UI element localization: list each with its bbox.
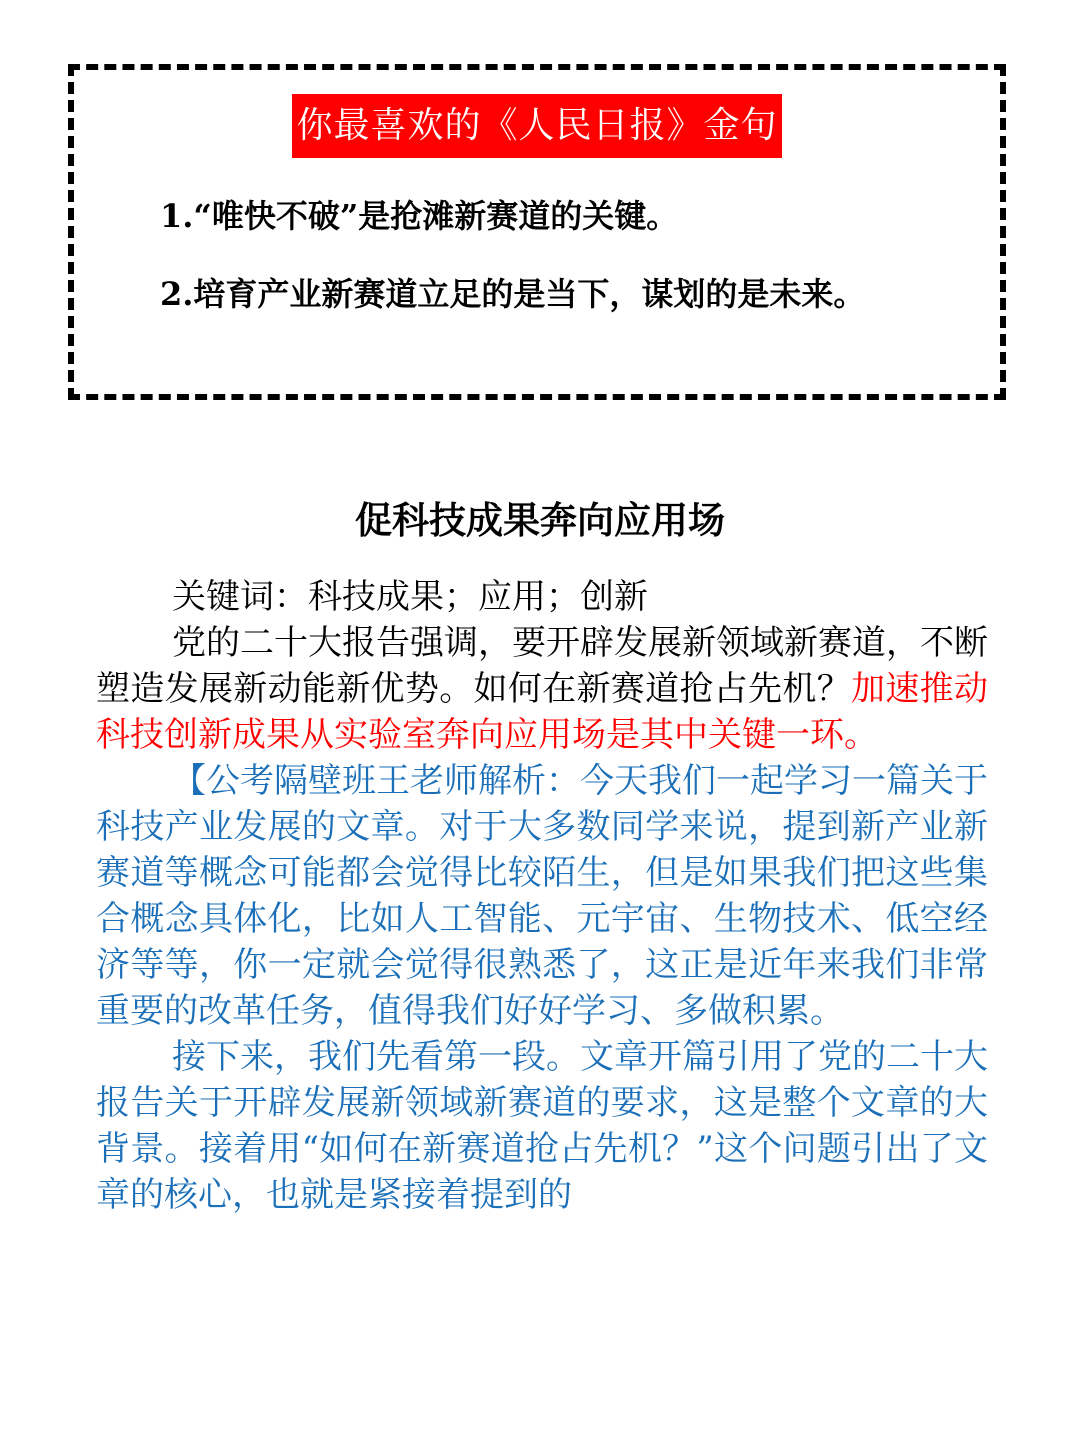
quote-item-1: 1.“唯快不破”是抢滩新赛道的关键。 [160, 197, 679, 235]
paragraph-1-highlight: 加速推动科技创新成果从实验室奔向应用场是其中关键一环。 [96, 669, 989, 755]
article-title: 促科技成果奔向应用场 [355, 498, 725, 542]
analysis-paragraph-2: 接下来，我们先看第一段。文章开篇引用了党的二十大报告关于开辟发展新领域新赛道的要求，这是整个文章的大背景。接着用“如何在新赛道抢占先机？”这个问题引出了文章的核心，也就是紧接着提到的 [96, 1037, 988, 1215]
paragraph-1 [96, 620, 988, 758]
article-body [96, 574, 988, 1218]
analysis-paragraph-1: 【公考隔壁班王老师解析：今天我们一起学习一篇关于科技产业发展的文章。对于大多数同学来说，提到新产业新赛道等概念可能都会觉得比较陌生，但是如果我们把这些集合概念具体化，比如人工智能、元宇宙、生物技术、低空经济等等，你一定就会觉得很熟悉了，这正是近年来我们非常重要的改革任务，值得我们好好学习、多做积累。 [96, 761, 988, 1031]
quote-item-2: 2.培育产业新赛道立足的是当下，谋划的是未来。 [160, 275, 866, 313]
paragraph-1-text: 党的二十大报告强调，要开辟发展新领域新赛道，不断塑造发展新动能新优势。如何在新赛道抢占先机？ [96, 623, 988, 709]
keywords-line: 关键词：科技成果；应用；创新 [172, 577, 648, 617]
quote-banner: 你最喜欢的《人民日报》金句 [292, 94, 782, 158]
